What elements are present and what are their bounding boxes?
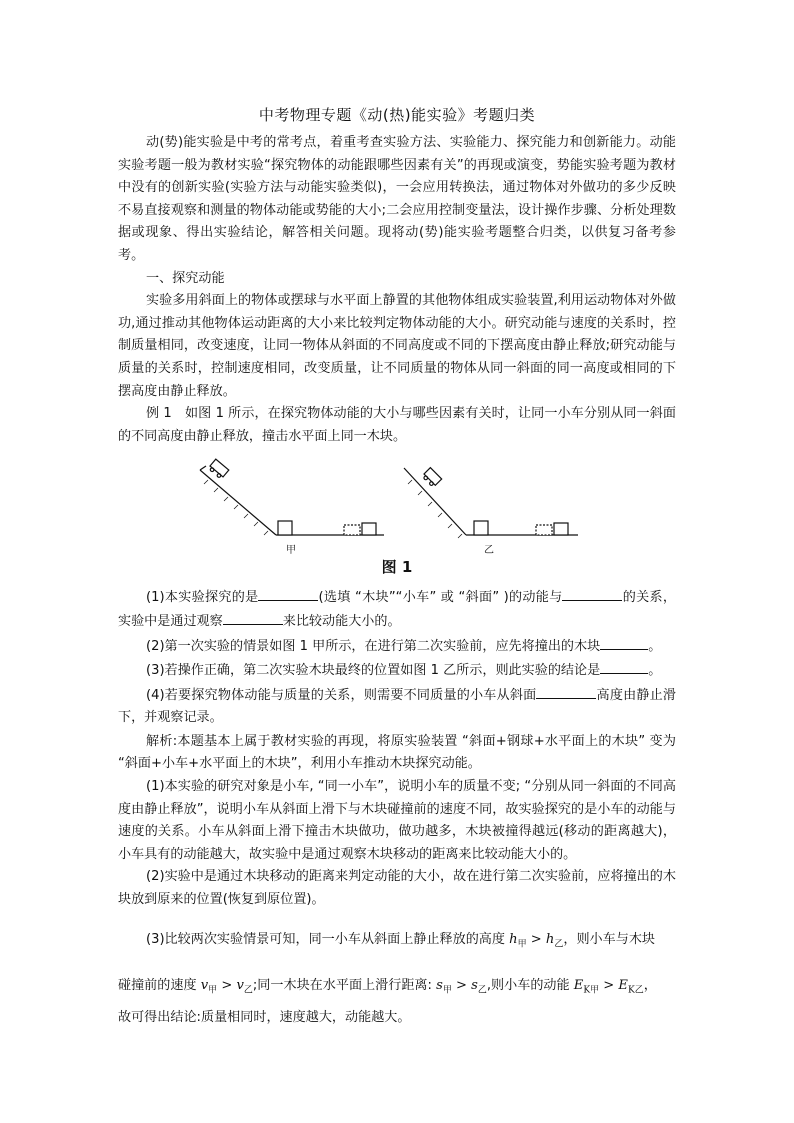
answer-blank[interactable]	[600, 635, 648, 650]
q4-text-b: 高度由静止滑下，并观察记录。	[118, 687, 677, 726]
q2-text-a: (2)第一次实验的情景如图 1 甲所示，在进行第二次实验前，应先将撞出的木块	[146, 638, 601, 654]
answer-3-cont	[118, 972, 676, 1005]
a3-text-c: 碰撞前的速度	[118, 978, 197, 994]
answer-3	[118, 926, 676, 959]
question-3	[118, 659, 676, 683]
v-comparison: $v_甲 > v_乙$	[200, 978, 253, 996]
intro-paragraph: 动(势)能实验是中考的常考点，着重考查实验方法、实验能力、探究能力和创新能力。动能实验考题一般为教材实验“探究物体的动能跟哪些因素有关”的再现或演变，势能实验考题为教材中没有的创新实验(实验方法与动能实验类似)，一会应用转换法，通过物体对外做功的多少反映不易直接观察和测量的物体动能或势能的大小;二会应用控制变量法，设计操作步骤、分析处理数据或现象、得出实验结论，解答相关问题。现将动(势)能实验考题整合归类，以供复习备考参考。	[118, 135, 676, 263]
h-comparison: $h_甲 > h_乙$	[509, 931, 564, 950]
q1-text-b: (选填 “木块”“小车” 或 “斜面” )的动能与	[318, 590, 563, 606]
figure-caption: 图 1	[381, 558, 413, 577]
a3-text-d: ;同一木块在水平面上滑行距离:	[252, 978, 432, 994]
question-1	[118, 586, 676, 633]
a3-text-a: (3)比较两次实验情景可知，同一小车从斜面上静止释放的高度	[146, 931, 505, 947]
q1-text-a: (1)本实验探究的是	[146, 590, 259, 606]
q1-text-c: 的关系，实验中是通过观察	[118, 590, 676, 629]
apparatus-left	[200, 459, 384, 535]
analysis-paragraph: 解析:本题基本上属于教材实验的再现，将原实验装置 “斜面+钢球+水平面上的木块” 变为 “斜面+小车+水平面上的木块”，利用小车推动木块探究动能。	[118, 733, 676, 772]
q1-text-d: 来比较动能大小的。	[282, 613, 401, 629]
label-left: 甲	[286, 545, 296, 557]
answer-2: (2)实验中是通过木块移动的距离来判定动能的大小，故在进行第二次实验前，应将撞出的木块放到原来的位置(恢复到原位置)。	[118, 869, 676, 908]
answer-blank[interactable]	[536, 684, 596, 699]
answer-blank[interactable]	[223, 610, 283, 625]
q2-text-b: 。	[648, 638, 662, 654]
label-right: 乙	[484, 545, 494, 557]
conclusion: 故可得出结论:质量相同时，速度越大，动能越大。	[118, 1009, 411, 1025]
answer-blank[interactable]	[600, 659, 648, 674]
question-4	[118, 684, 676, 730]
document-page	[118, 104, 676, 1031]
q4-text-a: (4)若要探究物体动能与质量的关系，则需要不同质量的小车从斜面	[146, 687, 537, 703]
e-comparison: $E_{K甲} > E_{K乙}$	[573, 978, 644, 996]
a3-text-b: ，则小车与木块	[563, 931, 656, 947]
q3-text-a: (3)若操作正确，第二次实验木块最终的位置如图 1 乙所示，则此实验的结论是	[146, 663, 601, 679]
page-title: 中考物理专题《动(热)能实验》考题归类	[258, 106, 536, 124]
q3-text-b: 。	[648, 663, 662, 679]
s-comparison: $s_甲 > s_乙$	[436, 978, 487, 996]
section-heading: 一、探究动能	[146, 270, 225, 286]
apparatus-right	[404, 468, 578, 538]
figure-1	[118, 460, 676, 557]
example-paragraph: 例 1 如图 1 所示，在探究物体动能的大小与哪些因素有关时，让同一小车分别从同一斜面的不同高度由静止释放，撞击水平面上同一木块。	[118, 406, 676, 444]
question-2	[118, 635, 676, 659]
a3-text-e: ,则小车的动能	[486, 978, 570, 994]
figure-1-drawing	[118, 460, 676, 557]
answer-blank[interactable]	[258, 586, 318, 601]
section-paragraph: 实验多用斜面上的物体或摆球与水平面上静置的其他物体组成实验装置,利用运动物体对外做功,通过推动其他物体运动距离的大小来比较判定物体动能的大小。研究动能与速度的关系时，控制质量相同，改变速度，让同一物体从斜面的不同高度或不同的下摆高度由静止释放;研究动能与质量的关系时，控制速度相同，改变质量，让不同质量的物体从同一斜面的同一高度或相同的下摆高度由静止释放。	[118, 293, 676, 399]
answer-blank[interactable]	[562, 586, 622, 601]
questions	[118, 586, 676, 730]
answer-1: (1)本实验的研究对象是小车, “同一小车”，说明小车的质量不变; “分别从同一斜面的不同高度由静止释放”，说明小车从斜面上滑下与木块碰撞前的速度不同，故实验探究的是小车的动能与速度的关系。小车从斜面上滑下撞击木块做功，做功越多，木块被撞得越远(移动的距离越大)，小车具有的动能越大，故实验中是通过观察木块移动的距离来比较动能大小的。	[118, 779, 676, 862]
a3-text-f: ，	[643, 978, 657, 994]
